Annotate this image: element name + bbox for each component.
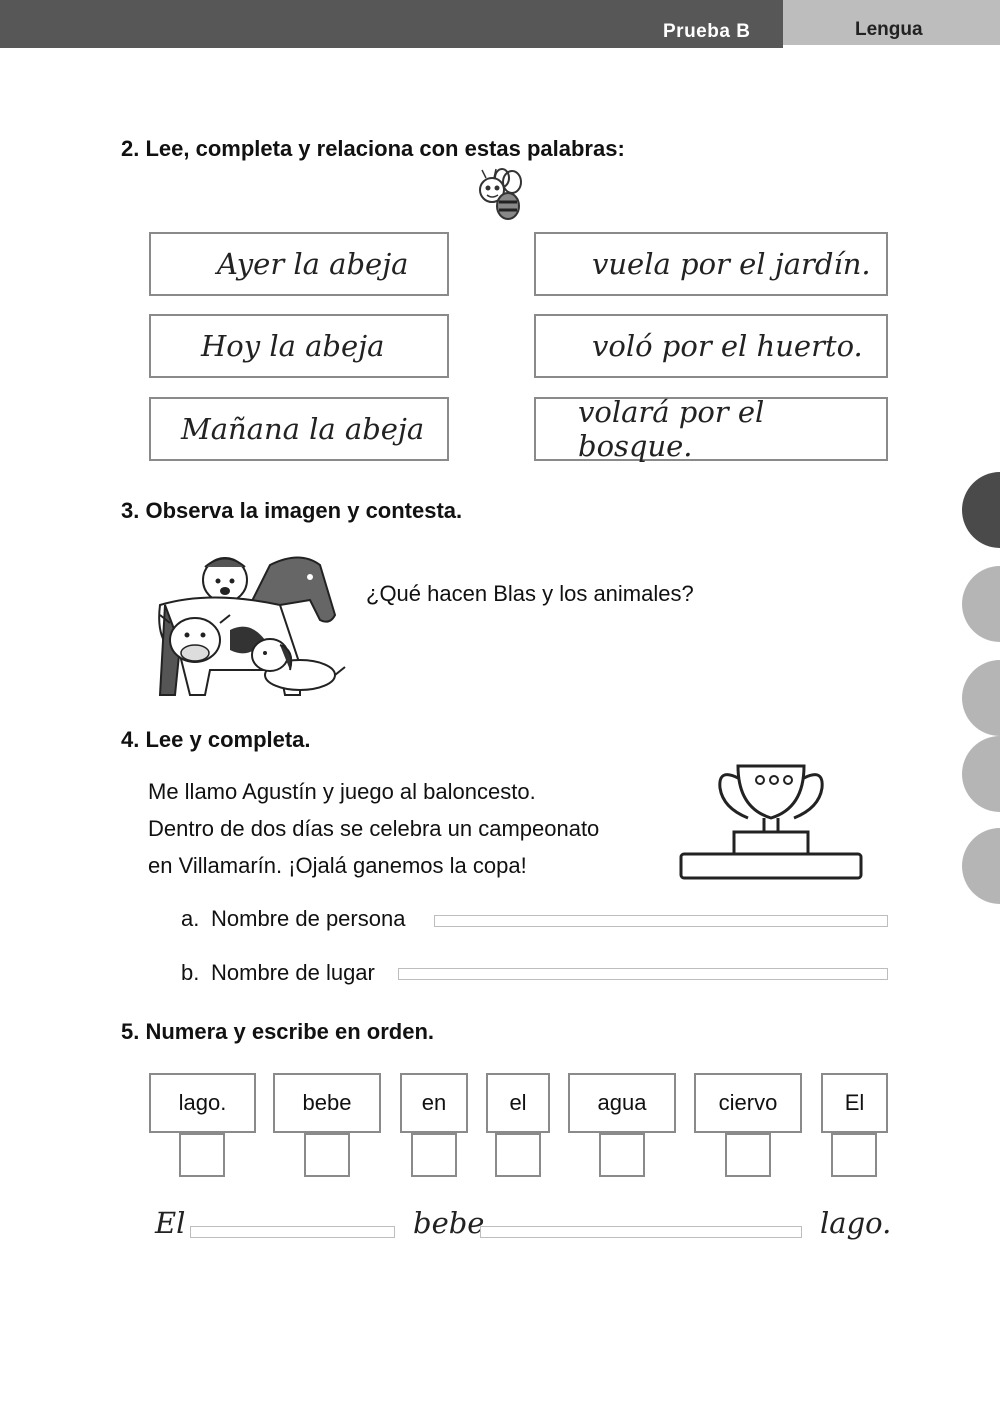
passage-line: Me llamo Agustín y juego al baloncesto. xyxy=(148,779,536,804)
order-number-box[interactable] xyxy=(304,1133,350,1177)
word-card xyxy=(400,1073,468,1133)
item-b-letter: b. xyxy=(181,960,200,985)
item-a-letter: a. xyxy=(181,906,200,931)
section-tab[interactable] xyxy=(962,736,1000,812)
word-card xyxy=(273,1073,381,1133)
section-tab[interactable] xyxy=(962,828,1000,904)
word-card xyxy=(568,1073,676,1133)
sentence-end-text: vuela por el jardín. xyxy=(592,247,871,281)
trophy-icon xyxy=(678,758,864,882)
item-a-label: Nombre de persona xyxy=(211,906,406,931)
question-2-title: 2. Lee, completa y relaciona con estas palabras: xyxy=(121,136,625,161)
sentence-start-text: Ayer la abeja xyxy=(217,247,409,281)
sentence-start-text: Hoy la abeja xyxy=(201,329,385,363)
word-card xyxy=(486,1073,550,1133)
sentence-end-box[interactable] xyxy=(534,397,888,461)
test-label: Prueba B xyxy=(663,21,751,42)
word-text: lago. xyxy=(178,1090,227,1115)
order-number-box[interactable] xyxy=(411,1133,457,1177)
bee-icon xyxy=(472,168,528,224)
word-card xyxy=(821,1073,888,1133)
item-b-label: Nombre de lugar xyxy=(211,960,375,985)
sentence-start-text: Mañana la abeja xyxy=(181,412,425,446)
word-text: ciervo xyxy=(718,1090,778,1115)
passage-line: en Villamarín. ¡Ojalá ganemos la copa! xyxy=(148,853,527,878)
question-4-title: 4. Lee y completa. xyxy=(121,727,311,752)
sentence-start-box[interactable] xyxy=(149,314,449,378)
reading-passage xyxy=(148,773,599,884)
word-card xyxy=(694,1073,802,1133)
word-text: agua xyxy=(597,1090,647,1115)
farm-animals-image xyxy=(150,545,350,703)
order-number-box[interactable] xyxy=(179,1133,225,1177)
sentence-end-text: voló por el huerto. xyxy=(592,329,863,363)
answer-blank-2[interactable] xyxy=(480,1226,802,1238)
sentence-end-box[interactable] xyxy=(534,232,888,296)
order-number-box[interactable] xyxy=(599,1133,645,1177)
place-name-input[interactable] xyxy=(398,968,888,980)
sentence-start-word: El xyxy=(155,1206,186,1240)
answer-blank-1[interactable] xyxy=(190,1226,395,1238)
section-tab-active[interactable] xyxy=(962,472,1000,548)
passage-line: Dentro de dos días se celebra un campeonato xyxy=(148,816,600,841)
word-card xyxy=(149,1073,256,1133)
sentence-start-box[interactable] xyxy=(149,397,449,461)
sentence-start-box[interactable] xyxy=(149,232,449,296)
question-5-title: 5. Numera y escribe en orden. xyxy=(121,1019,435,1044)
sentence-middle-word: bebe xyxy=(413,1206,485,1240)
order-number-box[interactable] xyxy=(725,1133,771,1177)
person-name-input[interactable] xyxy=(434,915,888,927)
section-tab[interactable] xyxy=(962,660,1000,736)
word-text: El xyxy=(844,1090,865,1115)
word-text: bebe xyxy=(302,1090,352,1115)
order-number-box[interactable] xyxy=(495,1133,541,1177)
section-tab[interactable] xyxy=(962,566,1000,642)
sentence-end-box[interactable] xyxy=(534,314,888,378)
word-text: el xyxy=(509,1090,527,1115)
word-text: en xyxy=(421,1090,447,1115)
sentence-end-word: lago. xyxy=(820,1206,892,1240)
subject-label: Lengua xyxy=(855,19,923,40)
order-number-box[interactable] xyxy=(831,1133,877,1177)
question-3-prompt: ¿Qué hacen Blas y los animales? xyxy=(366,581,694,606)
question-3-title: 3. Observa la imagen y contesta. xyxy=(121,498,463,523)
sentence-end-text: volará por el bosque. xyxy=(578,395,765,463)
